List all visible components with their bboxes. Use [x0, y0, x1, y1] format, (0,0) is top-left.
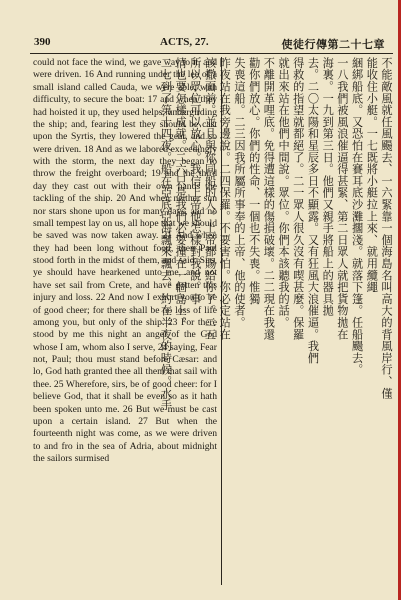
- page-header: [32, 36, 393, 52]
- chinese-column-line: 不離開革哩底。免得遭這樣的傷損破壞。二二現在我還: [262, 57, 276, 341]
- chinese-column-line: 就出來站在他們中間說。眾位。你們本該聽我的話。: [277, 57, 291, 329]
- chinese-column-line: 一八我們被風浪催逼得甚緊、第二日眾人就把貨物拋在: [335, 57, 349, 341]
- english-text-column: could not face the wind, we gave way to it, and were driven. 16 And running under the lee of a small island called Cauda, we were able, with difficulty, to secure the boat: 17 and when they had hoisted it up, they used helps, undergirding the ship; and, fearing lest they should be cast upon the Syrtis, they lowered the gear, and so were driven. 18 And as we labored exceedingly with the storm, the next day they began to throw the freight overboard; 19 and the third day they cast out with their own hands the tackling of the ship. 20 And when neither sun nor stars shone upon us for many days, and no small tempest lay on us, all hope that we should be saved was now taken away. 21 And when they had been long without food, then Paul stood forth in the midst of them, and said, Sirs, ye should have hearkened unto me, and not have set sail from Crete, and have gotten this injury and loss. 22 And now I exhort you to be of good cheer; for there shall be no loss of life among you, but only of the ship. 23 For there stood by me this night an angel of the God whose I am, whom also I serve, 24 saying, Fear not, Paul; thou must stand before Cæsar: and lo, God hath granted thee all them that sail with thee. 25 Wherefore, sirs, be of good cheer: for I believe God, that it shall be even so as it hath been spoken unto me. 26 But we must be cast upon a certain island. 27 But when the fourteenth night was come, as we were driven to and fro in the sea of Adria, about midnight the sailors surmised: [33, 57, 217, 464]
- chinese-column-line: 得救的指望就都絕了。二一眾人很久沒有喫甚麼。保羅: [291, 57, 305, 341]
- chinese-column-line: 昨夜站在我旁邊說。二四保羅。不要害怕。你必定站在: [218, 57, 232, 341]
- chinese-column-line: 失喪這船。二三因我所屬所事奉的上帝、他的使者。: [232, 57, 246, 329]
- chinese-column-line: 情也要怎樣成就。二六只是我們必要撞在一個島上。: [174, 57, 188, 329]
- chinese-chapter-title: 使徒行傳第二十七章: [281, 38, 385, 51]
- header-rule: [30, 53, 393, 54]
- chapter-reference: ACTS, 27.: [160, 36, 209, 48]
- chinese-column-line: 海裏。一九到第三日。他們又親手將船上的器具拋: [321, 57, 335, 317]
- chinese-column-line: 該撒面前。並且與你同船的人。上帝都賜給你了。二五: [203, 57, 217, 341]
- chinese-column-line: 不能敵風就任風颺去、一六緊靠一個海島名叫高大的背風岸行、僅: [380, 57, 393, 400]
- chinese-column-line: 所以眾位可以放心。我信上帝他怎樣對我說。事: [188, 57, 202, 305]
- chinese-column-line: 綑綁船底。又恐怕在賽耳底沙灘擱淺。就落下篷。任船颺去。: [350, 57, 364, 376]
- chinese-column-line: 勸你們放心。你們的性命、一個也不失喪。惟獨: [247, 57, 261, 305]
- chinese-column-line: 二七到了第十四夜。船在亞底亞海飄來飄去。約在半夜的時候。水手: [159, 57, 173, 411]
- page-number: 390: [34, 36, 51, 48]
- chinese-text-column: [159, 57, 393, 585]
- chinese-column-line: 去。二〇太陽和星辰多日不顯露。又有狂風大浪催逼。我們: [306, 57, 320, 364]
- chinese-column-line: 能收住小艇。一七既將小艇拉上來、就用纜繩: [365, 57, 379, 293]
